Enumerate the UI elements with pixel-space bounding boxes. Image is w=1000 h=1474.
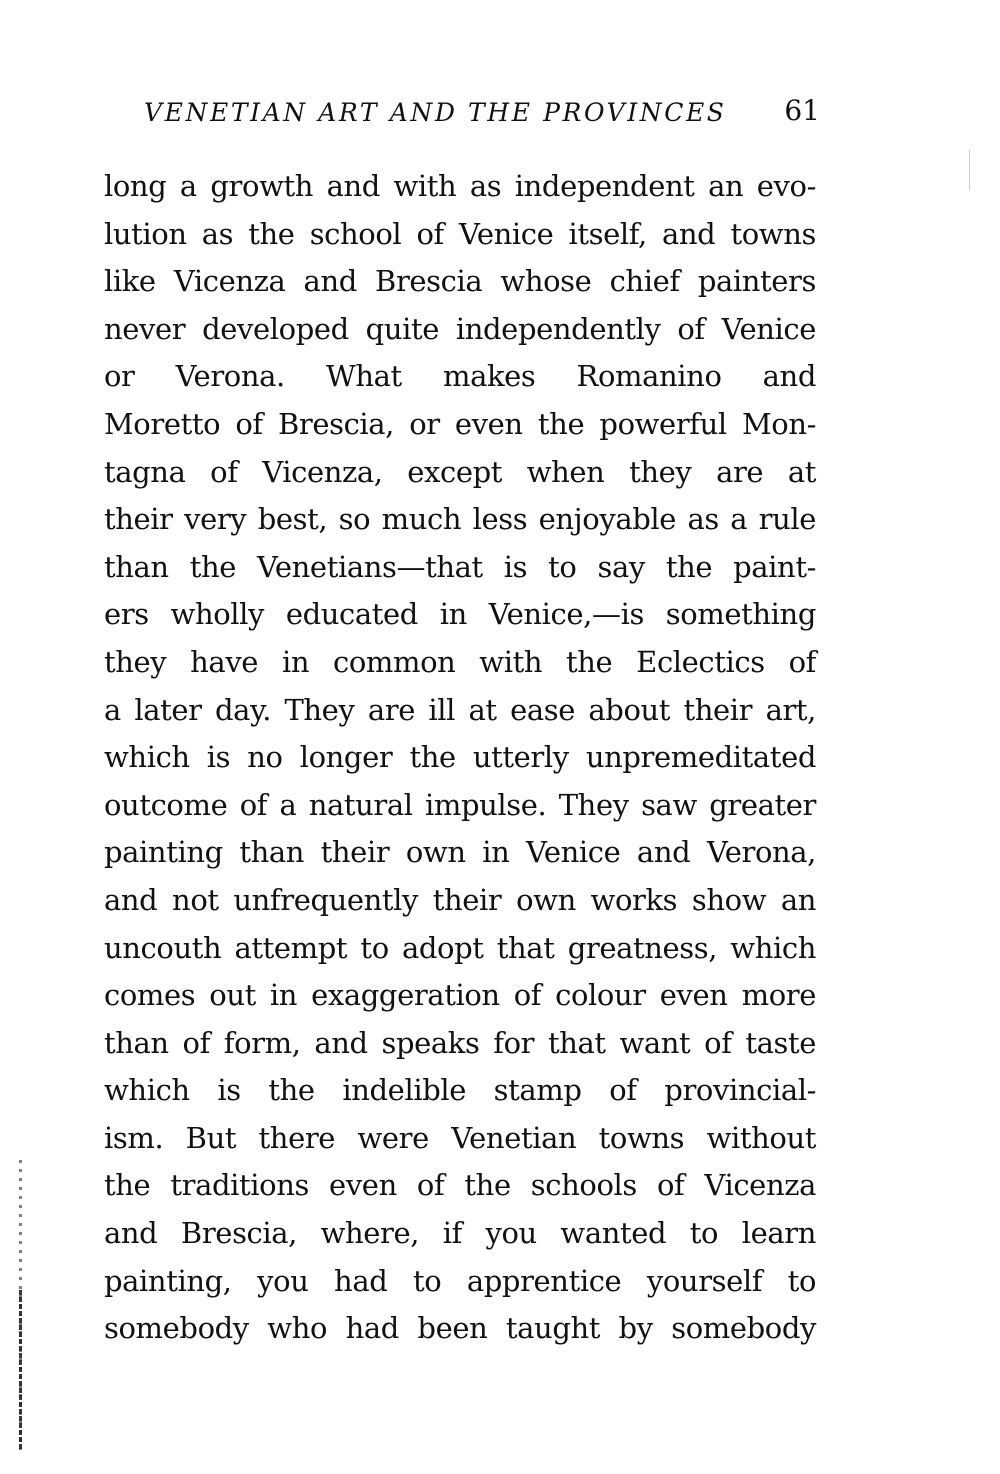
text-line: they have in common with the Eclectics of	[104, 644, 816, 679]
page-number: 61	[784, 94, 820, 127]
running-header	[144, 94, 820, 134]
text-line: their very best, so much less enjoyable as a rule	[104, 502, 816, 537]
text-line: ism. But there were Venetian towns without	[104, 1120, 816, 1155]
text-line: painting than their own in Venice and Verona,	[104, 835, 816, 870]
text-line: and Brescia, where, if you wanted to learn	[104, 1216, 816, 1251]
scan-mark-artifact	[969, 150, 970, 190]
text-line: or Verona. What makes Romanino and	[104, 359, 816, 394]
running-title: VENETIAN ART AND THE PROVINCES	[144, 98, 727, 127]
text-line: ers wholly educated in Venice,—is something	[104, 597, 816, 632]
text-line: never developed quite independently of Venice	[104, 311, 816, 346]
text-line: which is no longer the utterly unpremeditated	[104, 740, 816, 775]
text-line: tagna of Vicenza, except when they are at	[104, 454, 816, 489]
text-line: like Vicenza and Brescia whose chief painters	[104, 264, 816, 299]
text-line: painting, you had to apprentice yourself to	[104, 1263, 816, 1298]
text-line: Moretto of Brescia, or even the powerful Mon-	[104, 406, 816, 441]
body-text	[104, 163, 816, 1353]
text-line: than the Venetians—that is to say the paint-	[104, 549, 816, 584]
text-line: somebody who had been taught by somebody	[104, 1311, 816, 1346]
text-line: uncouth attempt to adopt that greatness, which	[104, 930, 816, 965]
text-line: comes out in exaggeration of colour even more	[104, 978, 816, 1013]
text-line: which is the indelible stamp of provincial-	[104, 1073, 816, 1108]
text-line: the traditions even of the schools of Vicenza	[104, 1168, 816, 1203]
text-line: long a growth and with as independent an evo-	[104, 169, 816, 203]
scan-edge-artifact	[19, 1290, 22, 1450]
text-line: lution as the school of Venice itself, and towns	[104, 216, 816, 251]
text-line: a later day. They are ill at ease about their art,	[104, 692, 816, 727]
text-line: than of form, and speaks for that want of taste	[104, 1025, 816, 1060]
text-line: outcome of a natural impulse. They saw greater	[104, 787, 816, 822]
text-line: and not unfrequently their own works show an	[104, 882, 816, 917]
